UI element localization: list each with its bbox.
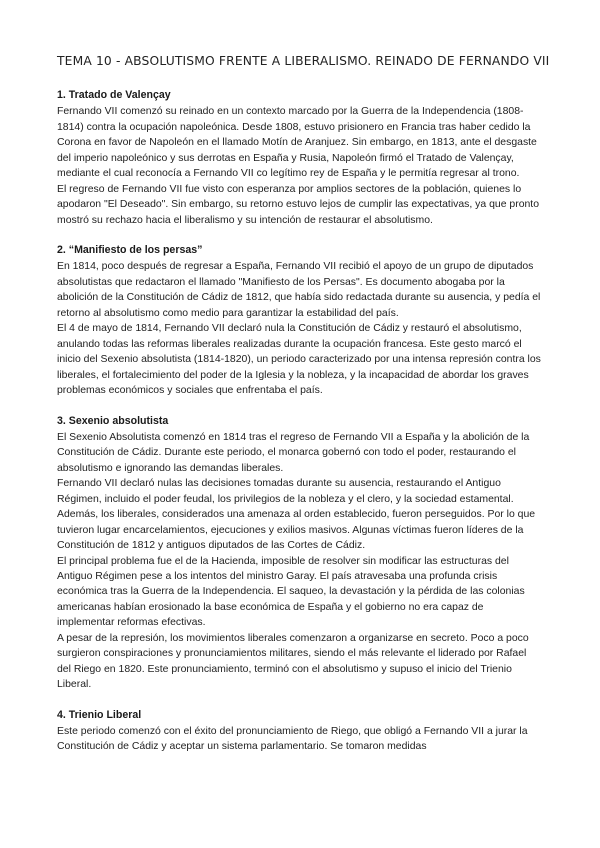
paragraph: El regreso de Fernando VII fue visto con esperanza por amplios sectores de la población, quienes lo apodaron "El Deseado". Sin embargo, su retorno estuvo lejos de cumplir las expectativas, ya que pronto mostró su rechazo hacia el liberalismo y su intención de restaurar el absolutismo. (57, 183, 540, 226)
document-body (57, 88, 543, 770)
page-title: TEMA 10 - ABSOLUTISMO FRENTE A LIBERALISMO. REINADO DE FERNANDO VII (57, 54, 550, 68)
paragraph: Fernando VII comenzó su reinado en un contexto marcado por la Guerra de la Independencia (1808-1814) contra la ocupación napoleónica. Desde 1808, estuvo prisionero en Francia tras haber cedido la Corona en favor de Napoleón en el llamado Motín de Aranjuez. Sin embargo, en 1813, ante el desgaste del imperio napoleónico y sus derrotas en España y Rusia, Napoleón firmó el Tratado de Valençay, mediante el cual reconocía a Fernando VII co legítimo rey de España y le permitía regresar al trono. (57, 106, 537, 180)
section-heading: 4. Trienio Liberal (57, 708, 142, 721)
section-manifiesto-de-los-persas (57, 243, 543, 398)
paragraph: Fernando VII declaró nulas las decisiones tomadas durante su ausencia, restaurando el Antiguo Régimen, incluido el poder feudal, los privilegios de la nobleza y el clero, y la sociedad estamental. Además, los liberales, considerados una amenaza al orden establecido, fueron perseguidos. Por lo que tuvieron lugar encarcelamientos, ejecuciones y exilios masivos. Algunas víctimas fueron líderes de la Constitución de 1812 y antiguos diputados de las Cortes de Cádiz. (57, 478, 536, 552)
section-trienio-liberal (57, 708, 543, 755)
section-tratado-de-valencay (57, 88, 543, 228)
paragraph: A pesar de la represión, los movimientos liberales comenzaron a organizarse en secreto. Poco a poco surgieron conspiraciones y pronunciamientos militares, siendo el más relevante el liderado por Rafael del Riego en 1820. Este pronunciamiento, terminó con el absolutismo y supuso el inicio del Trienio Liberal. (57, 632, 529, 691)
section-heading: 2. “Manifiesto de los persas” (57, 244, 203, 257)
paragraph: Este periodo comenzó con el éxito del pronunciamiento de Riego, que obligó a Fernando VII a jurar la Constitución de Cádiz y aceptar un sistema parlamentario. Se tomaron medidas (57, 726, 528, 753)
section-heading: 1. Tratado de Valençay (57, 89, 171, 101)
paragraph: El Sexenio Absolutista comenzó en 1814 tras el regreso de Fernando VII a España y la abolición de la Constitución de Cádiz. Durante este periodo, el monarca gobernó con todo el poder, restaurando el absolutismo e ignorando las demandas liberales. (57, 431, 530, 474)
paragraph: El principal problema fue el de la Hacienda, imposible de resolver sin modificar las estructuras del Antiguo Régimen pese a los intentos del ministro Garay. El país atravesaba una profunda crisis económica tras la Guerra de la Independencia. El saqueo, la devastación y la pérdida de las colonias americanas habían erosionado la base económica de España y el gobierno no era capaz de implementar reformas efectivas. (57, 555, 525, 629)
paragraph: En 1814, poco después de regresar a España, Fernando VII recibió el apoyo de un grupo de diputados absolutistas que redactaron el llamado "Manifiesto de los Persas". Es documento abogaba por la abolición de la Constitución de Cádiz de 1812, que había sido redactada durante su ausencia, y pedía el retorno al absolutismo como medio para garantizar la estabilidad del país. (57, 261, 541, 319)
section-heading: 3. Sexenio absolutista (57, 414, 169, 427)
paragraph: El 4 de mayo de 1814, Fernando VII declaró nula la Constitución de Cádiz y restauró el absolutismo, anulando todas las reformas liberales realizadas durante la ocupación francesa. Este gesto marcó el inicio del Sexenio absolutista (1814-1820), un periodo caracterizado por una intensa represión contra los liberales, el fortalecimiento del poder de la Iglesia y la nobleza, y la incapacidad de abordar los graves problemas económicos y sociales que enfrentaba el país. (57, 323, 541, 397)
section-sexenio-absolutista (57, 414, 543, 693)
